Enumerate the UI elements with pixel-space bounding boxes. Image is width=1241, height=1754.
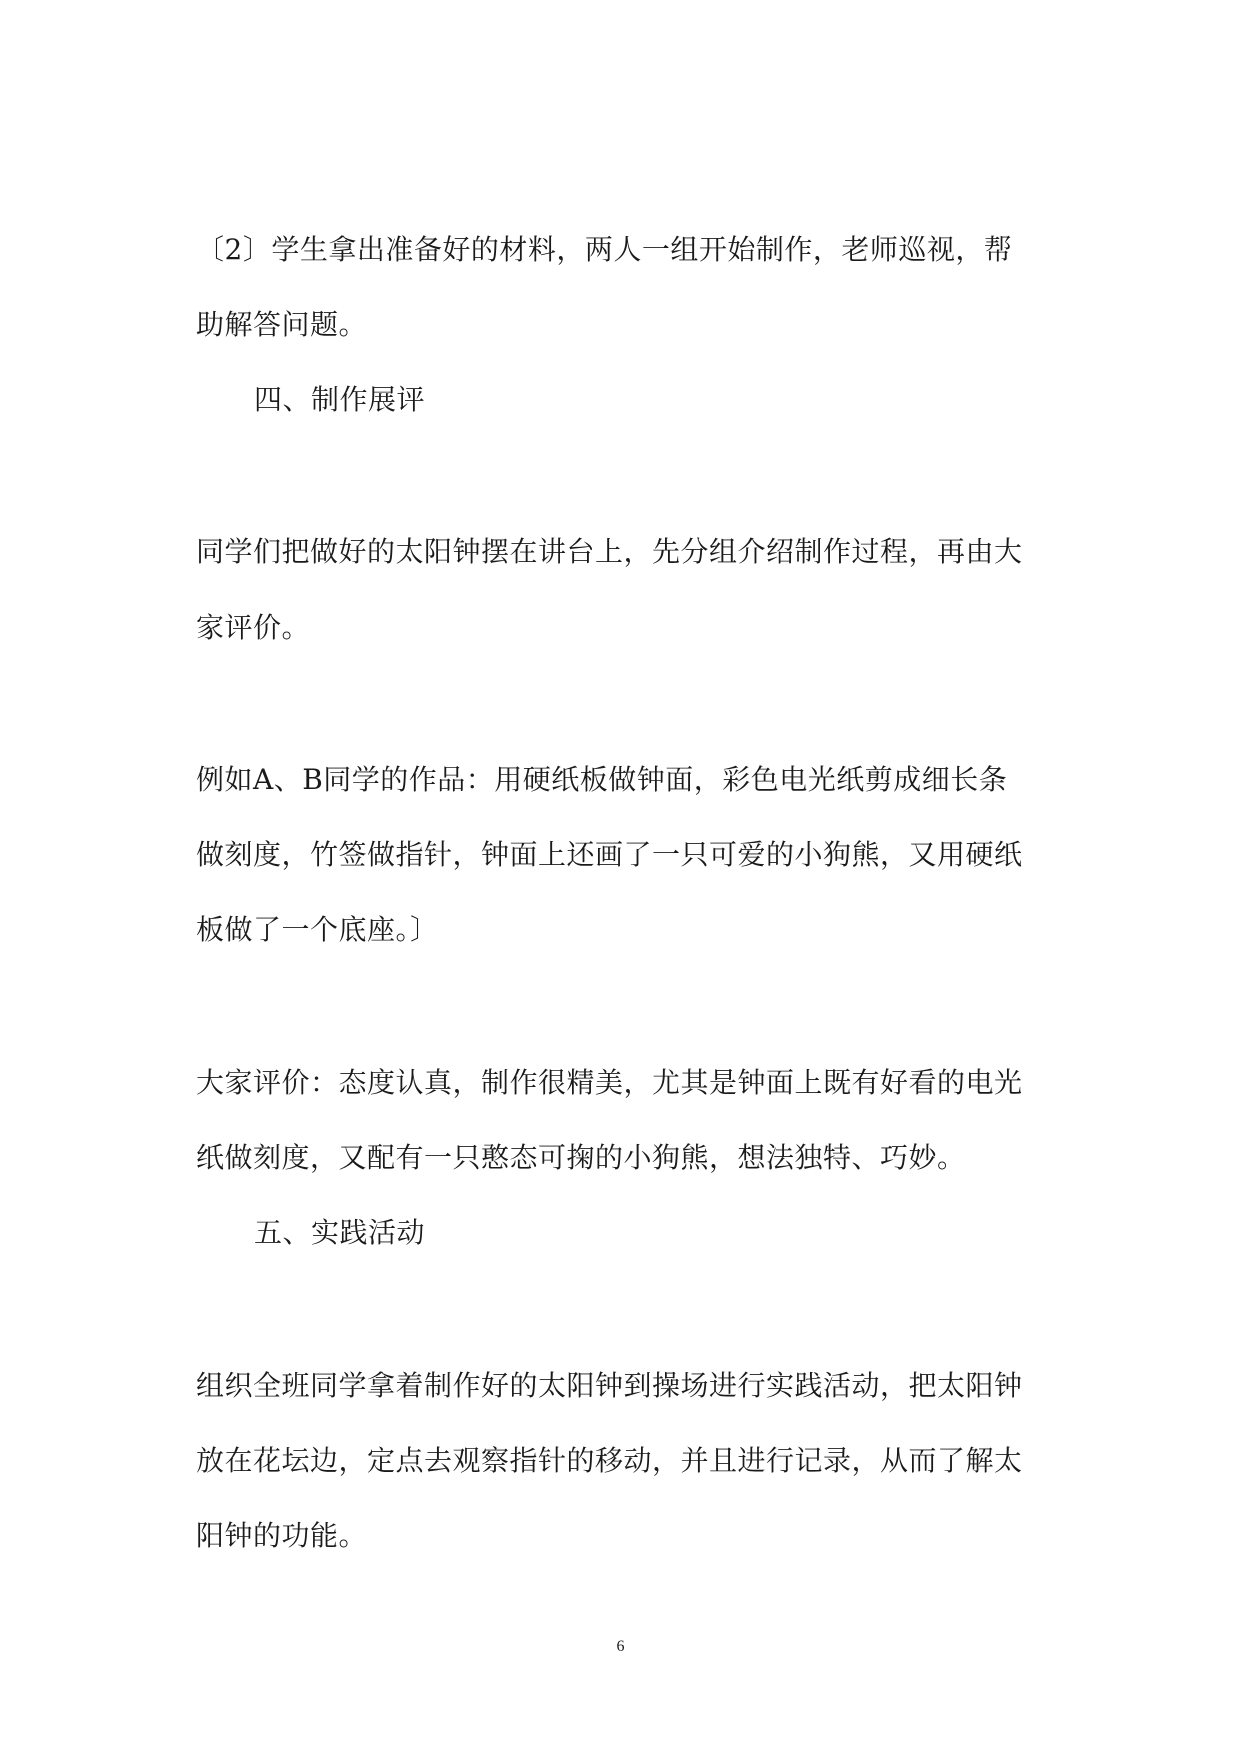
- paragraph-display-line-1: 同学们把做好的太阳钟摆在讲台上，先分组介绍制作过程，再由大: [196, 535, 1023, 568]
- paragraph-display-line-2: 家评价。: [196, 611, 311, 644]
- paragraph-practice-line-1: 组织全班同学拿着制作好的太阳钟到操场进行实践活动，把太阳钟: [196, 1369, 1023, 1402]
- paragraph-evaluation-line-1: 大家评价：态度认真，制作很精美，尤其是钟面上既有好看的电光: [196, 1066, 1023, 1099]
- page-number: 6: [616, 1638, 625, 1655]
- paragraph-practice-line-2: 放在花坛边，定点去观察指针的移动，并且进行记录，从而了解太: [196, 1444, 1023, 1477]
- paragraph-example-line-3: 板做了一个底座。〕: [196, 913, 439, 946]
- paragraph-practice-line-3: 阳钟的功能。: [196, 1519, 368, 1552]
- section-heading-4: 四、制作展评: [254, 383, 426, 416]
- paragraph-example-line-2: 做刻度，竹签做指针，钟面上还画了一只可爱的小狗熊，又用硬纸: [196, 838, 1023, 871]
- paragraph-step-2-line-1: 〔2〕学生拿出准备好的材料，两人一组开始制作，老师巡视，帮: [196, 233, 1013, 266]
- section-heading-5: 五、实践活动: [254, 1216, 426, 1249]
- paragraph-step-2-line-2: 助解答问题。: [196, 308, 368, 341]
- paragraph-example-line-1: 例如A、B同学的作品：用硬纸板做钟面，彩色电光纸剪成细长条: [196, 763, 1008, 796]
- paragraph-evaluation-line-2: 纸做刻度，又配有一只憨态可掬的小狗熊，想法独特、巧妙。: [196, 1141, 966, 1174]
